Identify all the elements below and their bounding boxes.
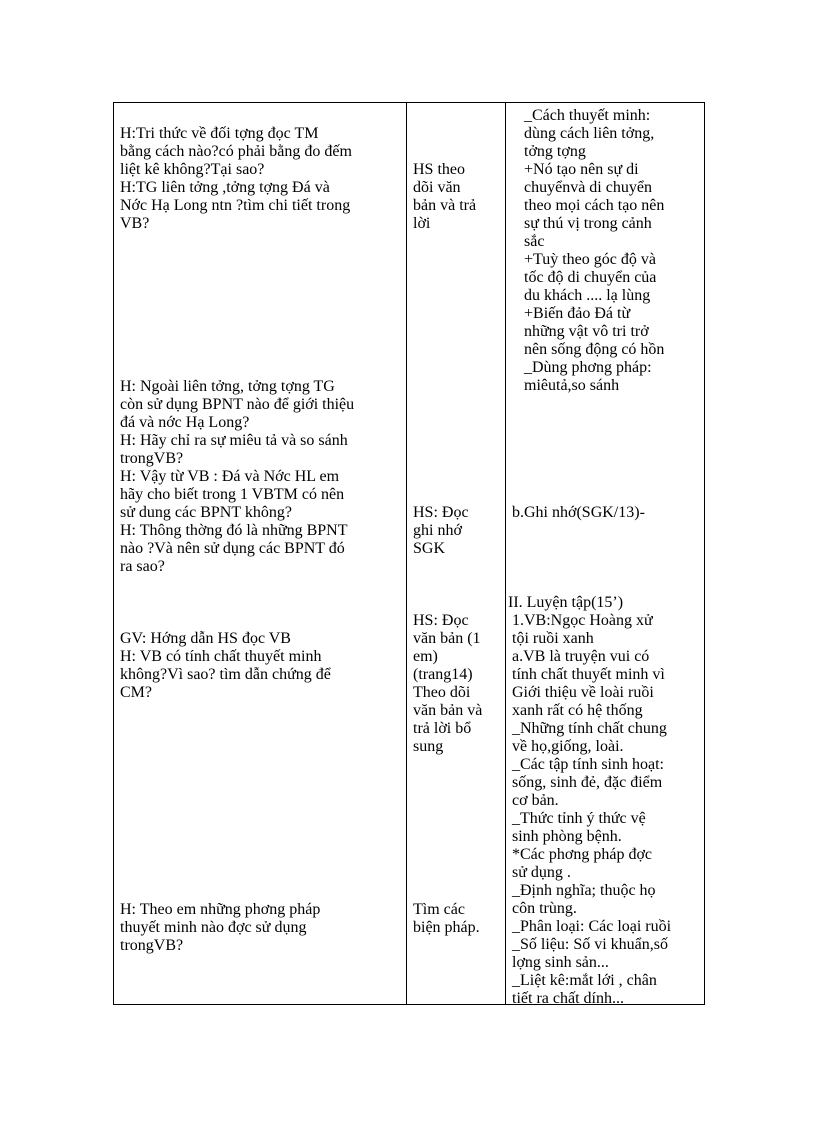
text-line: _Liệt kê:mắt lới , chân bbox=[512, 972, 657, 989]
text-line: chuyểnvà di chuyển bbox=[524, 179, 652, 196]
text-line: văn bản (1 bbox=[413, 630, 481, 647]
text-line: liệt kê không?Tại sao? bbox=[120, 161, 265, 178]
text-line: sống, sinh đẻ, đặc điểm bbox=[512, 774, 663, 791]
activity-block-4 bbox=[413, 901, 480, 937]
text-line: HS theo bbox=[413, 161, 465, 178]
content-section-heading bbox=[508, 594, 623, 612]
text-line: đá và nớc Hạ Long? bbox=[120, 414, 250, 431]
question-block-1 bbox=[120, 125, 352, 233]
lesson-table bbox=[113, 102, 705, 1005]
text-line: SGK bbox=[413, 540, 446, 557]
text-line: bằng cách nào?có phải bằng đo đếm bbox=[120, 143, 352, 160]
text-line: H: Theo em những phơng pháp bbox=[120, 901, 321, 918]
text-line: về họ,giống, loài. bbox=[512, 738, 624, 755]
text-line: ghi nhớ bbox=[413, 522, 462, 539]
text-line: _Các tập tính sinh hoạt: bbox=[512, 756, 664, 773]
text-line: sử dung các BPNT không? bbox=[120, 504, 292, 521]
activity-block-1 bbox=[413, 161, 476, 233]
teacher-questions-column bbox=[114, 103, 407, 1005]
text-line: ra sao? bbox=[120, 558, 165, 575]
text-line: nào ?Và nên sử dụng các BPNT đó bbox=[120, 540, 345, 557]
text-line: H: Hãy chỉ ra sự miêu tả và so sánh bbox=[120, 432, 348, 449]
text-line: GV: Hớng dẫn HS đọc VB bbox=[120, 630, 291, 647]
text-line: lợng sinh sản... bbox=[512, 954, 609, 971]
text-line: tiết ra chất dính... bbox=[512, 990, 624, 1007]
text-line: còn sử dụng BPNT nào để giới thiệu bbox=[120, 396, 355, 413]
text-line: trả lời bổ bbox=[413, 720, 472, 737]
text-line: (trang14) bbox=[413, 666, 473, 683]
text-line: CM? bbox=[120, 684, 152, 701]
text-line: _Định nghĩa; thuộc họ bbox=[512, 882, 656, 899]
text-line: H: Thông thờng đó là những BPNT bbox=[120, 522, 348, 539]
student-activities-column bbox=[407, 103, 506, 1005]
text-line: _Phân loại: Các loại ruồi bbox=[512, 918, 672, 935]
text-line: tốc độ di chuyển của bbox=[524, 269, 657, 286]
text-line: HS: Đọc bbox=[413, 612, 469, 629]
text-line: tính chất thuyết minh vì bbox=[512, 666, 665, 683]
text-line: những vật vô tri trở bbox=[524, 323, 649, 340]
content-column bbox=[506, 103, 705, 1005]
question-block-2 bbox=[120, 378, 354, 576]
text-line: b.Ghi nhớ(SGK/13)- bbox=[512, 504, 645, 521]
text-line: H: Vậy từ VB : Đá và Nớc HL em bbox=[120, 468, 340, 485]
text-line: tội ruồi xanh bbox=[512, 630, 594, 647]
text-line: sự thú vị trong cảnh bbox=[524, 215, 652, 232]
text-line: côn trùng. bbox=[512, 900, 577, 917]
text-line: _Những tính chất chung bbox=[512, 720, 667, 737]
question-block-4 bbox=[120, 901, 320, 955]
section-title: II. Luyện tập(15’) bbox=[508, 594, 624, 611]
text-line: thuyết minh nào đợc sử dụng bbox=[120, 919, 307, 936]
text-line: dõi văn bbox=[413, 179, 461, 196]
text-line: bản và trả bbox=[413, 197, 477, 214]
text-line: 1.VB:Ngọc Hoàng xử bbox=[512, 612, 653, 629]
text-line: sung bbox=[413, 738, 444, 755]
text-line: biện pháp. bbox=[413, 919, 480, 936]
text-line: nên sống động có hồn bbox=[524, 341, 665, 358]
text-line: hãy cho biết trong 1 VBTM có nên bbox=[120, 486, 345, 503]
content-block-3 bbox=[512, 612, 671, 1008]
text-line: +Biến đảo Đá từ bbox=[524, 305, 631, 322]
text-line: xanh rất có hệ thống bbox=[512, 702, 643, 719]
text-line: dùng cách liên tởng, bbox=[524, 125, 655, 142]
content-block-2 bbox=[512, 504, 645, 522]
text-line: tởng tợng bbox=[524, 143, 586, 160]
text-line: H: Ngoài liên tởng, tởng tợng TG bbox=[120, 378, 335, 395]
text-line: Theo dõi bbox=[413, 684, 471, 701]
text-line: cơ bản. bbox=[512, 792, 559, 809]
text-line: trongVB? bbox=[120, 450, 184, 467]
question-block-3 bbox=[120, 630, 331, 702]
text-line: sử dụng . bbox=[512, 864, 571, 881]
text-line: Nớc Hạ Long ntn ?tìm chi tiết trong bbox=[120, 197, 351, 214]
text-line: +Tuỳ theo góc độ và bbox=[524, 251, 656, 268]
text-line: VB? bbox=[120, 215, 150, 232]
content-block-1 bbox=[524, 107, 664, 395]
text-line: H: VB có tính chất thuyết minh bbox=[120, 648, 322, 665]
text-line: sinh phòng bệnh. bbox=[512, 828, 622, 845]
text-line: a.VB là truyện vui có bbox=[512, 648, 650, 665]
text-line: theo mọi cách tạo nên bbox=[524, 197, 665, 214]
text-line: lời bbox=[413, 215, 431, 232]
text-line: sắc bbox=[524, 233, 545, 250]
text-line: *Các phơng pháp đợc bbox=[512, 846, 652, 863]
text-line: trongVB? bbox=[120, 937, 184, 954]
text-line: H:Tri thức về đối tợng đọc TM bbox=[120, 125, 319, 142]
text-line: _Thức tỉnh ý thức vệ bbox=[512, 810, 646, 827]
text-line: Tìm các bbox=[413, 901, 465, 918]
activity-block-2 bbox=[413, 504, 469, 558]
text-line: H:TG liên tởng ,tởng tợng Đá và bbox=[120, 179, 330, 196]
text-line: _Dùng phơng pháp: bbox=[524, 359, 652, 376]
text-line: không?Vì sao? tìm dẫn chứng để bbox=[120, 666, 331, 683]
text-line: HS: Đọc bbox=[413, 504, 469, 521]
text-line: _Cách thuyết minh: bbox=[524, 107, 651, 124]
text-line: du khách .... lạ lùng bbox=[524, 287, 651, 304]
text-line: +Nó tạo nên sự di bbox=[524, 161, 639, 178]
text-line: Giới thiệu về loài ruồi bbox=[512, 684, 654, 701]
text-line: văn bản và bbox=[413, 702, 483, 719]
text-line: em) bbox=[413, 648, 438, 665]
text-line: _Số liệu: Số vi khuẩn,số bbox=[512, 936, 669, 953]
activity-block-3 bbox=[413, 612, 482, 756]
text-line: miêutả,so sánh bbox=[524, 377, 620, 394]
